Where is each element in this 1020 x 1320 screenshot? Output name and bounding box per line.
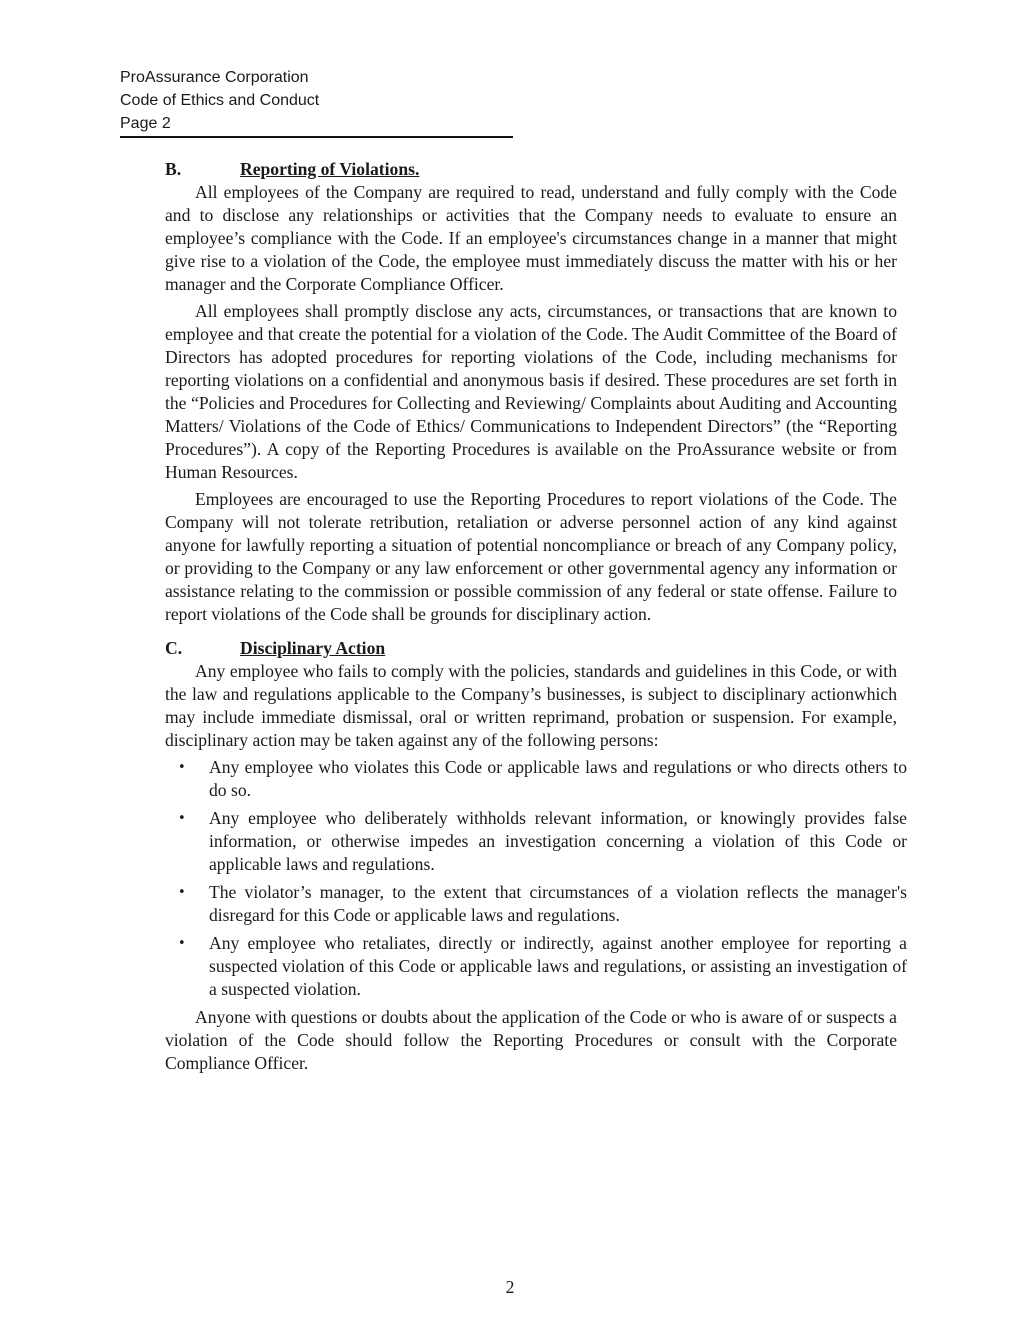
document-body — [165, 158, 907, 1075]
header-page-label: Page 2 — [120, 115, 171, 132]
bullet-icon: • — [178, 885, 186, 900]
list-item-text: Any employee who retaliates, directly or indirectly, against another employee for reporting a suspected violation of this Code or applicable laws and regulations, or assisting an investigation of a suspected violation. — [209, 933, 907, 999]
bullet-icon: • — [178, 936, 186, 951]
running-header — [120, 66, 513, 138]
section-b-heading — [165, 158, 897, 181]
section-c-closing: Anyone with questions or doubts about the application of the Code or who is aware of or suspects a violation of the Code should follow the Reporting Procedures or consult with the Corporate Compliance Officer. — [165, 1007, 897, 1073]
section-c-title: Disciplinary Action — [240, 638, 386, 658]
list-item — [165, 807, 907, 876]
list-item-text: The violator’s manager, to the extent that circumstances of a violation reflects the manager's disregard for this Code or applicable laws and regulations. — [209, 882, 907, 925]
section-b-paragraph: All employees of the Company are required to read, understand and fully comply with the Code and to disclose any relationships or activities that the Company needs to evaluate to ensure an employee’s compliance with the Code. If an employee's circumstances change in a manner that might give rise to a violation of the Code, the employee must immediately discuss the matter with his or her manager and the Corporate Compliance Officer. — [165, 182, 897, 294]
bullet-icon: • — [178, 811, 186, 826]
list-item — [165, 756, 907, 802]
header-company: ProAssurance Corporation — [120, 69, 309, 86]
bullet-icon: • — [178, 760, 186, 775]
list-item — [165, 881, 907, 927]
header-document-title: Code of Ethics and Conduct — [120, 92, 320, 109]
section-b-title: Reporting of Violations. — [240, 159, 420, 179]
section-b-paragraph: Employees are encouraged to use the Reporting Procedures to report violations of the Code. The Company will not tolerate retribution, retaliation or adverse personnel action of any kind against anyone for lawfully reporting a situation of potential noncompliance or breach of any Company policy, or providing to the Company or any law enforcement or other governmental agency any information or assistance relating to the commission or possible commission of any federal or state offense. Failure to report violations of the Code shall be grounds for disciplinary action. — [165, 489, 897, 624]
section-b-paragraph: All employees shall promptly disclose any acts, circumstances, or transactions that are known to employee and that create the potential for a violation of the Code. The Audit Committee of the Board of Directors has adopted procedures for reporting violations of the Code, including mechanisms for reporting violations on a confidential and anonymous basis if desired. These procedures are set forth in the “Policies and Procedures for Collecting and Reviewing/ Complaints about Auditing and Accounting Matters/ Violations of the Code of Ethics/ Communications to Independent Directors” (the “Reporting Procedures”). A copy of the Reporting Procedures is available on the ProAssurance website or from Human Resources. — [165, 301, 897, 482]
list-item-text: Any employee who deliberately withholds relevant information, or knowingly provides false information, or otherwise impedes an investigation concerning a violation of this Code or applicable laws and regulations. — [209, 808, 907, 874]
disciplinary-bullet-list — [165, 756, 907, 1001]
section-b-letter: B. — [165, 159, 182, 179]
list-item — [165, 932, 907, 1001]
section-c-letter: C. — [165, 638, 183, 658]
section-c-intro: Any employee who fails to comply with the policies, standards and guidelines in this Code, or with the law and regulations applicable to the Company’s businesses, is subject to disciplinary actionwhich may include immediate dismissal, oral or written reprimand, probation or suspension. For example, disciplinary action may be taken against any of the following persons: — [165, 661, 897, 750]
page-number: 2 — [505, 1277, 515, 1297]
list-item-text: Any employee who violates this Code or applicable laws and regulations or who directs others to do so. — [209, 757, 907, 800]
section-c-heading — [165, 637, 897, 660]
